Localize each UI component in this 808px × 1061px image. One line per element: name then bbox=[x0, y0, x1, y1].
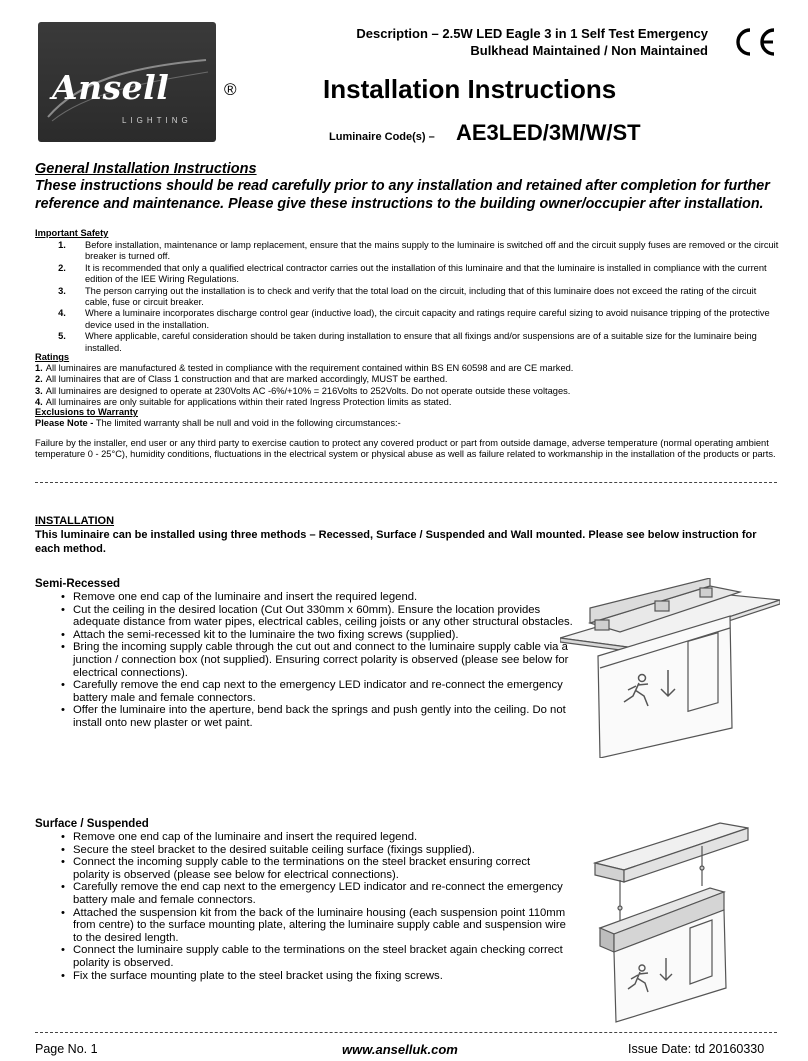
semi-recessed-steps bbox=[58, 591, 578, 730]
ansell-logo bbox=[38, 22, 216, 142]
rating-item: 2. All luminaires that are of Class 1 construction and that are marked accordingly, MUST be earthed. bbox=[35, 374, 448, 385]
note-label: Please Note - bbox=[35, 418, 94, 428]
list-item: • Connect the luminaire supply cable to the terminations on the steel bracket again checking correct polarity is observed. bbox=[58, 944, 568, 969]
exclusions-heading: Exclusions to Warranty bbox=[35, 407, 138, 417]
rating-item: 4. All luminaires are only suitable for applications within their rated Ingress Protection limits as stated. bbox=[35, 397, 452, 408]
description-line-1: Description – 2.5W LED Eagle 3 in 1 Self Test Emergency bbox=[356, 26, 708, 41]
list-item: • Carefully remove the end cap next to the emergency LED indicator and re-connect the emergency battery male and female connectors. bbox=[58, 881, 568, 906]
surface-heading: Surface / Suspended bbox=[35, 818, 149, 830]
list-item: • Fix the surface mounting plate to the steel bracket using the fixing screws. bbox=[58, 970, 568, 983]
luminaire-code-label: Luminaire Code(s) – bbox=[329, 131, 435, 143]
failure-text: Failure by the installer, end user or any third party to exercise caution to protect any covered product or part from outside damage, adverse temperature (normal operating ambient temperature 0 - 25°C), humidity conditions, fluctuations in the electrical system or physical abuse as well as failure related to workmanship in the installation of the products or parts. bbox=[35, 438, 776, 460]
list-item: • Remove one end cap of the luminaire and insert the required legend. bbox=[58, 831, 568, 844]
safety-item: 4. Where a luminaire incorporates discharge control gear (inductive load), the circuit capacity and ratings require careful sizing to avoid nuisance tripping of the protective device used in the installation. bbox=[58, 308, 770, 330]
page-number: Page No. 1 bbox=[35, 1042, 98, 1056]
safety-item: 5. Where applicable, careful consideration should be taken during installation to ensure that all fixings and/or suspensions are of a suitable size for the luminaire being installed. bbox=[58, 331, 757, 353]
divider bbox=[35, 482, 777, 483]
list-item: • Remove one end cap of the luminaire and insert the required legend. bbox=[58, 591, 578, 604]
installation-heading: INSTALLATION bbox=[35, 515, 115, 527]
semi-recessed-heading: Semi-Recessed bbox=[35, 578, 121, 590]
rating-item: 1. All luminaires are manufactured & tested in compliance with the requirement contained within BS EN 60598 and are CE marked. bbox=[35, 363, 574, 373]
list-item: • Cut the ceiling in the desired location (Cut Out 330mm x 60mm). Ensure the location provides adequate distance from water pipes, electrical cables, ceiling joists or any other structural obstacles. bbox=[58, 604, 578, 629]
list-item: • Secure the steel bracket to the desired suitable ceiling surface (fixings supplied). bbox=[58, 844, 568, 857]
general-text: These instructions should be read carefully prior to any installation and retained after completion for further reference and maintenance. Please give these instructions to the building owner/occupier after installation. bbox=[35, 178, 770, 212]
list-item: • Offer the luminaire into the aperture, bend back the springs and push gently into the ceiling. Do not install onto new plaster or wet paint. bbox=[58, 704, 578, 729]
list-item: • Connect the incoming supply cable to the terminations on the steel bracket ensuring correct polarity is observed (please see below for electrical connections). bbox=[58, 856, 568, 881]
ratings-list bbox=[35, 363, 780, 409]
page-title: Installation Instructions bbox=[323, 74, 617, 104]
logo-sub-text: LIGHTING bbox=[122, 116, 192, 125]
note-text: The limited warranty shall be null and void in the following circumstances:- bbox=[95, 418, 401, 428]
list-item: • Attached the suspension kit from the back of the luminaire housing (each suspension point 110mm from centre) to the surface mounting plate, altering the luminaire supply cable and suspension wire to the desired length. bbox=[58, 907, 568, 945]
installation-text: This luminaire can be installed using three methods – Recessed, Surface / Suspended and Wall mounted. Please see below instruction for each method. bbox=[35, 529, 757, 555]
website-link[interactable]: www.anselluk.com bbox=[342, 1042, 458, 1057]
safety-heading: Important Safety bbox=[35, 228, 109, 238]
warranty-note bbox=[35, 418, 780, 429]
safety-list bbox=[35, 240, 780, 354]
issue-date: Issue Date: td 20160330 bbox=[628, 1042, 765, 1056]
description-line-2: Bulkhead Maintained / Non Maintained bbox=[470, 43, 708, 58]
list-item: • Bring the incoming supply cable through the cut out and connect to the luminaire supply cable via a junction / connection box (not supplied). Ensuring correct polarity is observed (please see below for electrical connections). bbox=[58, 641, 578, 679]
product-description bbox=[300, 25, 708, 59]
semi-recessed-illustration bbox=[560, 578, 780, 758]
list-item: • Attach the semi-recessed kit to the luminaire the two fixing screws (supplied). bbox=[58, 629, 578, 642]
luminaire-code-value: AE3LED/3M/W/ST bbox=[456, 120, 641, 145]
safety-item: 2. It is recommended that only a qualified electrical contractor carries out the installation of this luminaire and that the luminaire is installed in compliance with the current edition of the IEE Wiring Regulations. bbox=[58, 262, 767, 285]
list-item: • Carefully remove the end cap next to the emergency LED indicator and re-connect the emergency battery male and female connectors. bbox=[58, 679, 578, 704]
logo-brand-text: Ansell bbox=[52, 68, 170, 107]
registered-mark: ® bbox=[224, 80, 237, 99]
safety-item: 3. The person carrying out the installation is to check and verify that the total load on the circuit, including that of this luminaire does not exceed the rating of the circuit cable, fuse or circuit breaker. bbox=[58, 285, 757, 308]
surface-steps bbox=[58, 831, 568, 982]
general-heading: General Installation Instructions bbox=[35, 161, 257, 177]
safety-item: 1. Before installation, maintenance or lamp replacement, ensure that the mains supply to the luminaire is switched off and the circuit supply fuses are removed or the circuit breaker is turned off. bbox=[58, 240, 779, 262]
surface-illustration bbox=[590, 818, 755, 1023]
ce-mark-icon bbox=[728, 26, 778, 58]
footer-divider bbox=[35, 1032, 777, 1033]
rating-item: 3. All luminaires are designed to operate at 230Volts AC -6%/+10% = 216Volts to 252Volts. Do not operate outside these voltages. bbox=[35, 385, 571, 396]
ratings-heading: Ratings bbox=[35, 352, 70, 362]
